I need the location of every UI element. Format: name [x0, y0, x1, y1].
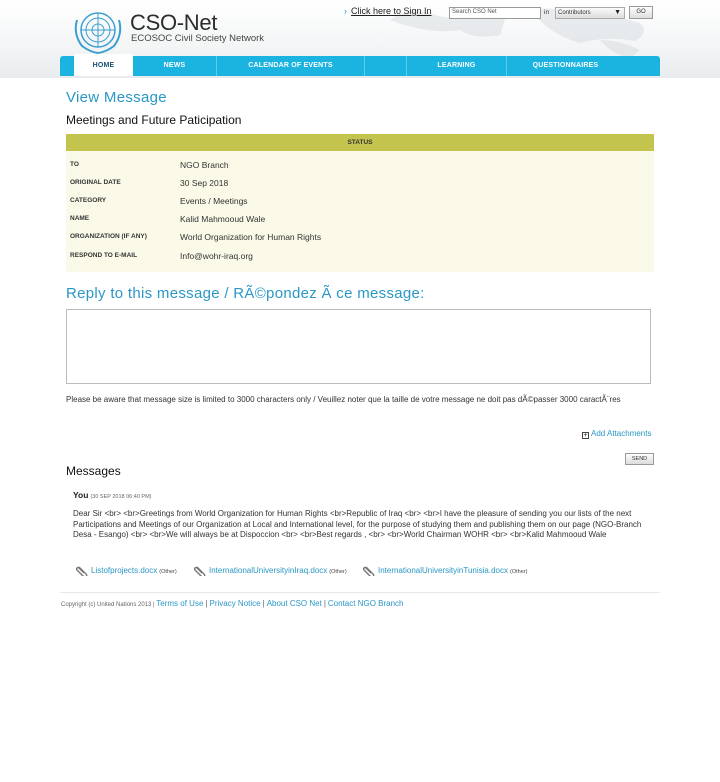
nav-item-news[interactable]: NEWS	[163, 62, 186, 69]
detail-label: CATEGORY	[70, 197, 107, 204]
message-details	[66, 151, 654, 272]
attachment-item[interactable]	[194, 565, 347, 576]
paperclip-icon	[194, 565, 207, 576]
detail-row	[66, 210, 654, 228]
footer-separator: |	[205, 599, 208, 608]
nav-separator	[364, 56, 386, 76]
footer-separator: |	[323, 599, 326, 608]
footer-link-contact[interactable]: Contact NGO Branch	[327, 599, 404, 608]
detail-label: TO	[70, 161, 79, 168]
detail-label: NAME	[70, 215, 90, 222]
brand-subtitle: ECOSOC Civil Society Network	[131, 33, 265, 44]
attachment-name[interactable]: InternationalUniversityinIraq.docx	[209, 566, 328, 575]
detail-value: Events / Meetings	[180, 196, 248, 206]
nav-item-learning[interactable]: LEARNING	[406, 56, 506, 76]
send-button[interactable]: SEND	[625, 453, 654, 465]
footer	[61, 599, 404, 608]
search-go-button[interactable]: GO	[629, 6, 653, 19]
detail-value: Kalid Mahmooud Wale	[180, 214, 266, 224]
signin-area	[344, 6, 432, 16]
detail-value: World Organization for Human Rights	[180, 232, 322, 242]
detail-row	[66, 174, 654, 192]
footer-link-privacy[interactable]: Privacy Notice	[209, 599, 261, 608]
detail-label: ORGANIZATION (IF ANY)	[70, 233, 147, 240]
message-author	[73, 490, 152, 500]
message-subject: Meetings and Future Paticipation	[66, 113, 242, 127]
message-body: Dear Sir <br> <br>Greetings from World Organization for Human Rights <br>Republic of Iraq <br> <br>I have the pleasure of sending you our lists of the next Participations and Meetings of our Organization at Local and International level, for the purpose of studying them and publishing them on our page (NGO-Branch Desa - Esango) <br> <br>We will always be at Dispoccion <br> <br>Best regards , <br> <br>World Chairman WOHR <br> <br>Kalid Mahmooud Wale	[73, 509, 642, 539]
detail-row	[66, 156, 654, 174]
message-author-name: You	[73, 490, 89, 500]
footer-link-terms[interactable]: Terms of Use	[156, 599, 204, 608]
footer-copyright: Copyright (c) United Nations 2013 |	[61, 602, 155, 608]
attachment-type: (Other)	[329, 569, 347, 575]
attachment-item[interactable]	[363, 565, 527, 576]
detail-value: 30 Sep 2018	[180, 178, 229, 188]
attachment-type: (Other)	[159, 569, 177, 575]
detail-row	[66, 247, 654, 265]
status-header: STATUS	[66, 134, 654, 151]
un-emblem-logo[interactable]	[71, 6, 125, 54]
detail-row	[66, 192, 654, 210]
add-attachments-link[interactable]	[582, 429, 651, 439]
signin-link[interactable]: Click here to Sign In	[351, 6, 432, 16]
reply-textarea[interactable]	[66, 309, 651, 384]
footer-divider	[60, 592, 660, 593]
detail-label: ORIGINAL DATE	[70, 179, 121, 186]
search-scope-select[interactable]	[555, 7, 625, 19]
nav-item-home[interactable]: HOME	[74, 54, 133, 76]
footer-separator: |	[262, 599, 265, 608]
paperclip-icon	[363, 565, 376, 576]
message-limit-note: Please be aware that message size is limited to 3000 characters only / Veuillez noter que la taille de votre message ne doit pas dÃ©passer 3000 caractÃ¨res	[66, 395, 621, 404]
chevron-right-icon: ›	[344, 6, 347, 16]
attachment-name[interactable]: InternationalUniversityinTunisia.docx	[378, 566, 508, 575]
main-nav	[60, 56, 660, 76]
reply-title: Reply to this message / RÃ©pondez Ã ce message:	[66, 285, 425, 302]
messages-heading: Messages	[66, 464, 121, 478]
message-date: (30 SEP 2018 06:40 PM)	[90, 494, 152, 500]
footer-link-about[interactable]: About CSO Net	[266, 599, 322, 608]
attachment-item[interactable]	[76, 565, 177, 576]
search-scope-label: in	[544, 9, 550, 16]
brand-title[interactable]: CSO-Net	[130, 10, 218, 35]
search-scope-value: Contributors	[558, 10, 591, 16]
detail-value: Info@wohr-iraq.org	[180, 251, 253, 261]
detail-value: NGO Branch	[180, 160, 229, 170]
add-attachments-label: Add Attachments	[591, 429, 652, 438]
search-input[interactable]: Search CSO Net	[449, 7, 541, 19]
nav-item-questionnaires[interactable]: QUESTIONNAIRES	[506, 56, 624, 76]
paperclip-icon	[76, 565, 89, 576]
attachment-type: (Other)	[510, 569, 528, 575]
page-title: View Message	[66, 89, 167, 106]
detail-label: RESPOND TO E-MAIL	[70, 252, 138, 259]
plus-icon: +	[583, 432, 588, 439]
nav-item-calendar[interactable]: CALENDAR OF EVENTS	[216, 56, 364, 76]
attachment-name[interactable]: Listofprojects.docx	[91, 566, 158, 575]
detail-row	[66, 228, 654, 246]
caret-down-icon: ▼	[614, 9, 621, 16]
